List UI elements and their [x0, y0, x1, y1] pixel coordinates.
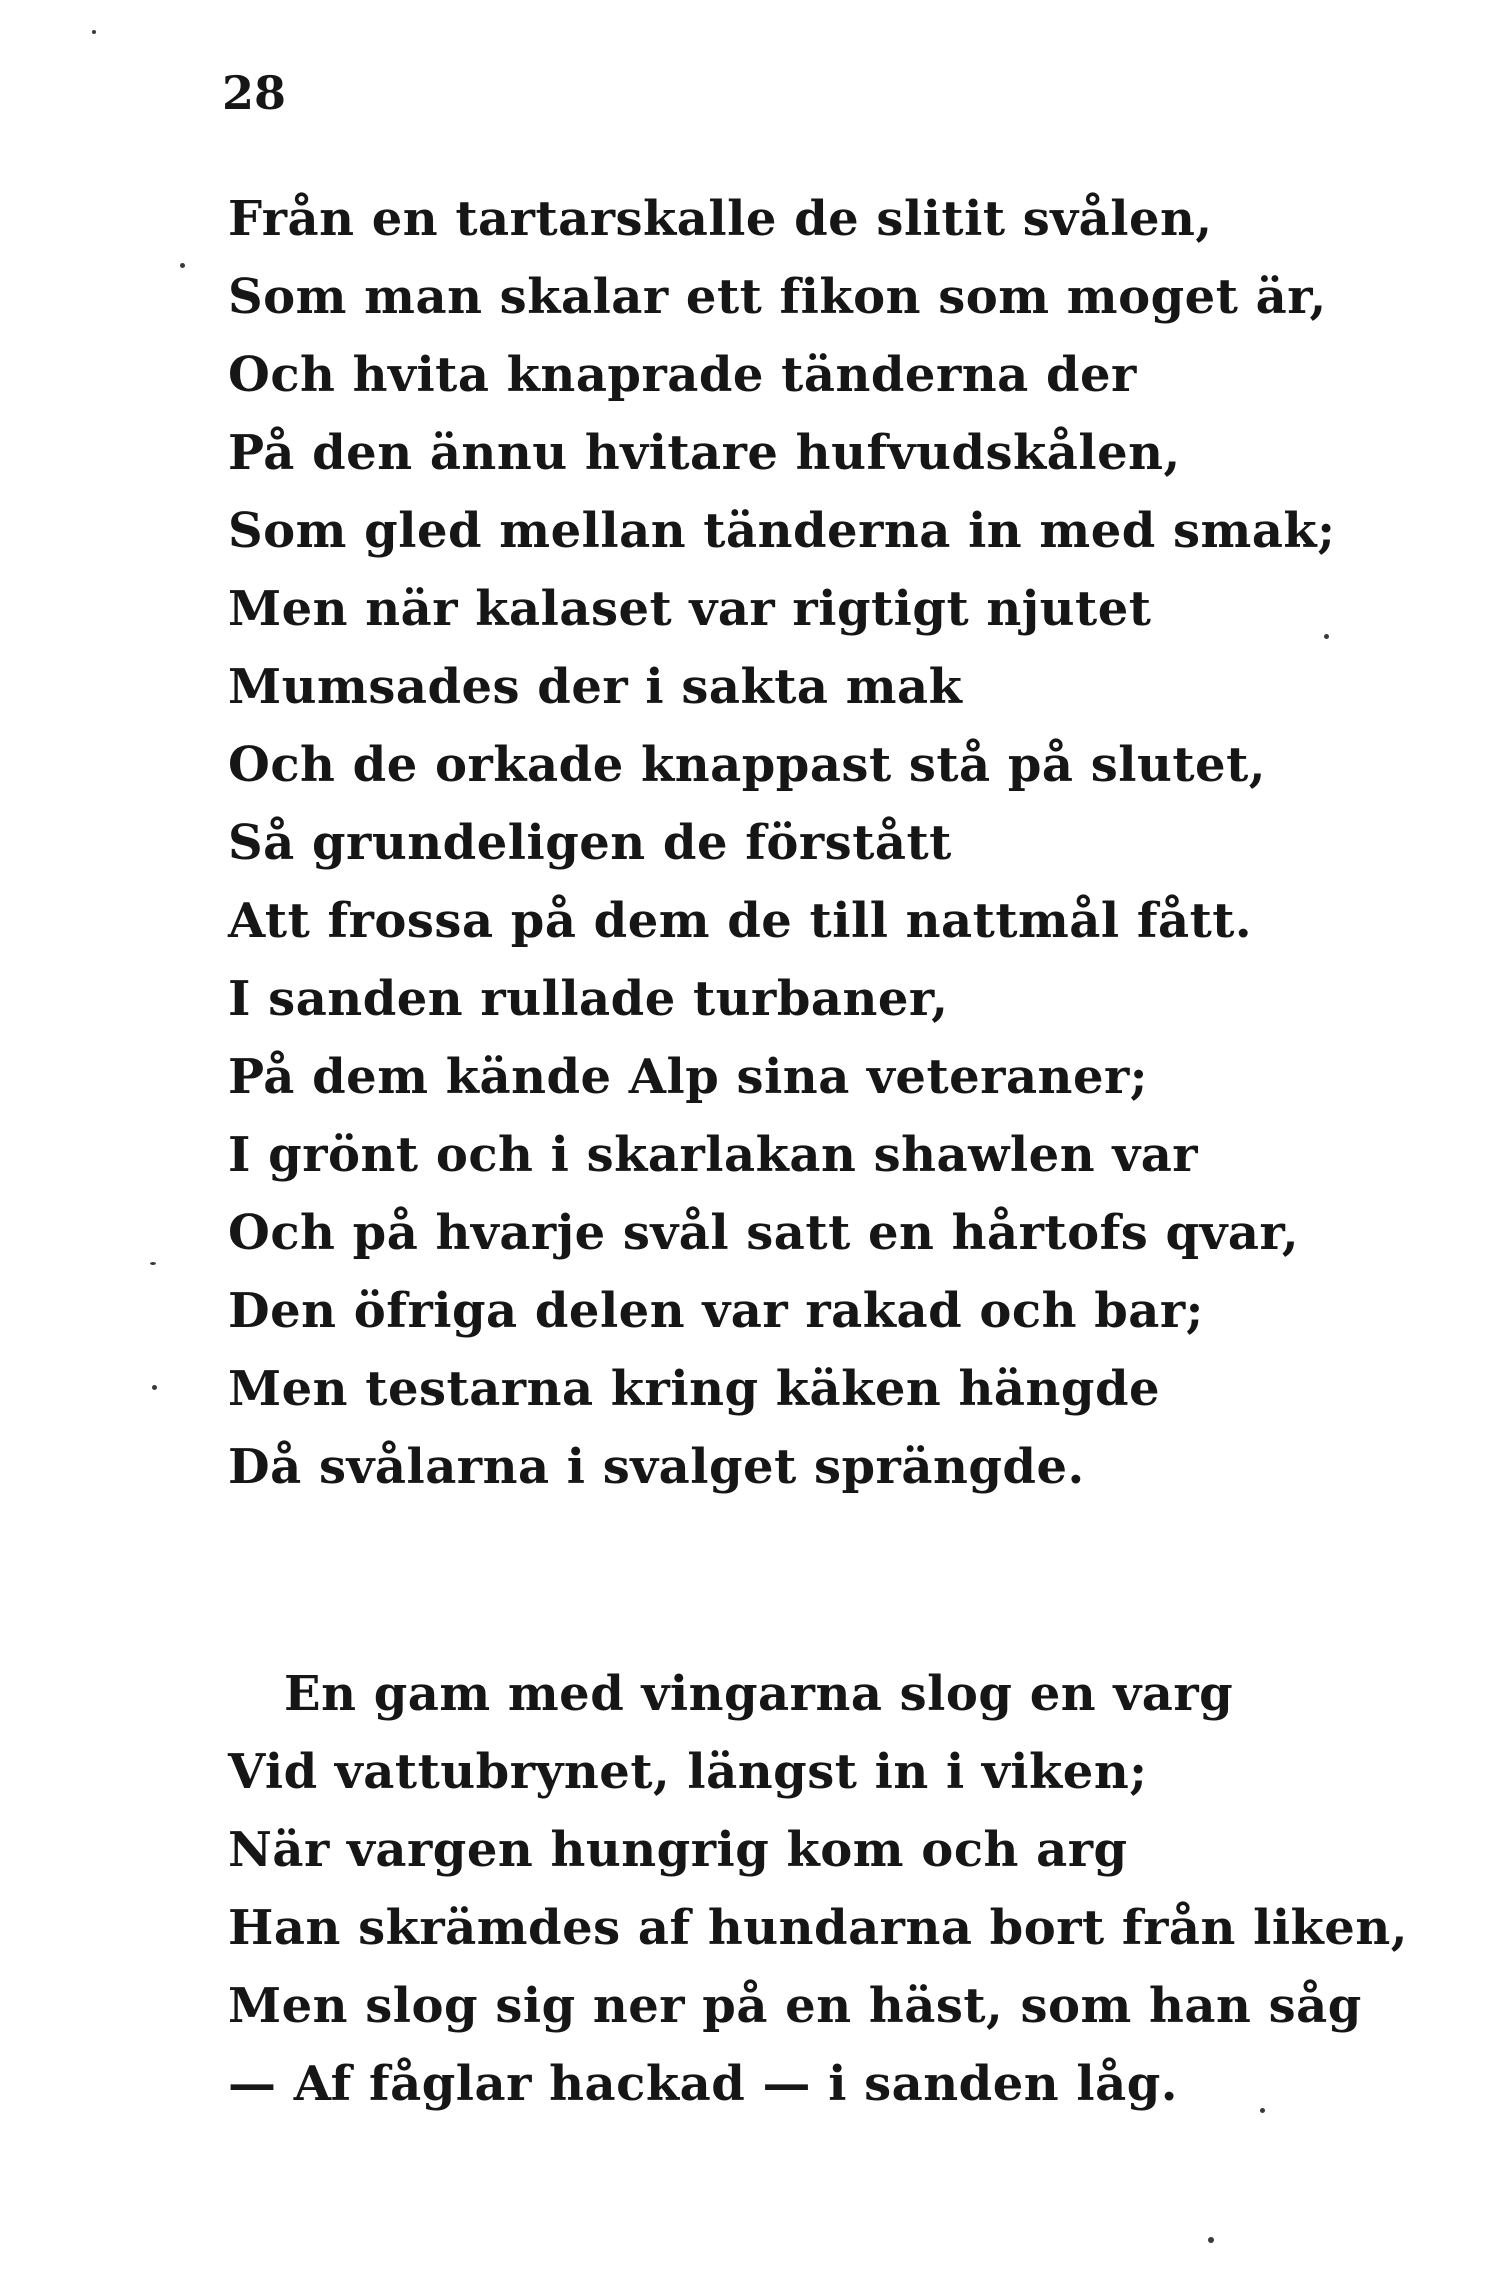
scan-speck: [1208, 2237, 1214, 2243]
stanza-2: [228, 1655, 1408, 2123]
verse-line: I grönt och i skarlakan shawlen var: [228, 1127, 1199, 1183]
scan-speck: [1324, 634, 1329, 639]
verse-line: Vid vattubrynet, längst in i viken;: [228, 1744, 1148, 1800]
verse-line: Så grundeligen de förstått: [228, 815, 952, 871]
verse-line: Men slog sig ner på en häst, som han såg: [228, 1978, 1362, 2034]
verse-line: Att frossa på dem de till nattmål fått.: [228, 893, 1253, 949]
verse-line: Från en tartarskalle de slitit svålen,: [228, 191, 1213, 247]
scan-speck: [152, 1385, 157, 1390]
verse-line: I sanden rullade turbaner,: [228, 971, 949, 1027]
verse-line: På den ännu hvitare hufvudskålen,: [228, 425, 1181, 481]
verse-line: Men när kalaset var rigtigt njutet: [228, 581, 1152, 637]
verse-line: När vargen hungrig kom och arg: [228, 1822, 1128, 1878]
verse-line: Mumsades der i sakta mak: [228, 659, 963, 715]
verse-line: Då svålarna i svalget sprängde.: [228, 1439, 1085, 1495]
scan-speck: [1260, 2108, 1265, 2113]
verse-line: Och de orkade knappast stå på slutet,: [228, 737, 1266, 793]
scan-speck: [92, 30, 96, 34]
verse-line: På dem kände Alp sina veteraner;: [228, 1049, 1148, 1105]
verse-line: Och hvita knaprade tänderna der: [228, 347, 1137, 403]
scan-speck: [180, 263, 185, 268]
stanza-1: [228, 180, 1335, 1506]
verse-line: — Af fåglar hackad — i sanden låg.: [228, 2056, 1178, 2112]
verse-line: Han skrämdes af hundarna bort från liken,: [228, 1900, 1408, 1956]
scan-speck: [150, 1262, 156, 1265]
verse-line: Den öfriga delen var rakad och bar;: [228, 1283, 1204, 1339]
verse-line: Som man skalar ett fikon som moget är,: [228, 269, 1327, 325]
verse-line: Men testarna kring käken hängde: [228, 1361, 1161, 1417]
verse-line: Som gled mellan tänderna in med smak;: [228, 503, 1336, 559]
verse-line: En gam med vingarna slog en varg: [284, 1666, 1234, 1722]
page-number: 28: [222, 66, 287, 120]
verse-line: Och på hvarje svål satt en hårtofs qvar,: [228, 1205, 1300, 1261]
